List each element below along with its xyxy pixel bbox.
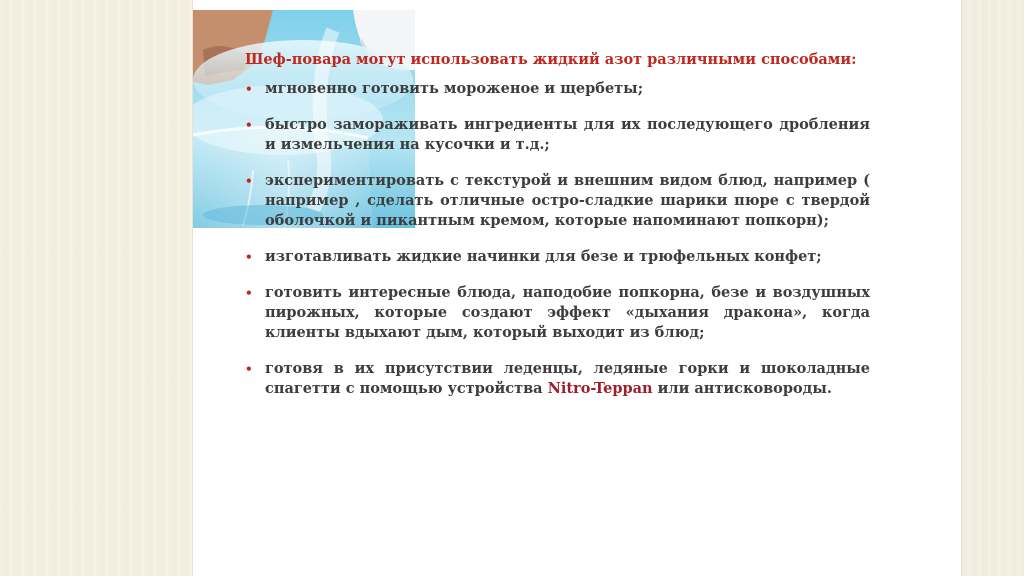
list-item bbox=[245, 79, 870, 99]
list-item-text: быстро замораживать ингредиенты для их последующего дробления и измельчения на кусочки и т.д.; bbox=[265, 116, 870, 153]
bullet-icon: • bbox=[245, 362, 253, 376]
list-item bbox=[245, 283, 870, 343]
background-texture-left bbox=[0, 0, 192, 576]
background-texture-right bbox=[960, 0, 1024, 576]
list-item-text: экспериментировать с текстурой и внешним видом блюд, например ( например , сделать отличные остро-сладкие шарики пюре с твердой оболочкой и пикантным кремом, которые напоминают попкорн); bbox=[265, 172, 870, 229]
list-item bbox=[245, 171, 870, 231]
bullet-icon: • bbox=[245, 82, 253, 96]
list-item-text: мгновенно готовить мороженое и щербеты; bbox=[265, 80, 644, 97]
bullet-list bbox=[245, 79, 870, 399]
list-item-text: готовить интересные блюда, наподобие попкорна, безе и воздушных пирожных, которые создают эффект «дыхания дракона», когда клиенты вдыхают дым, который выходит из блюд; bbox=[265, 284, 870, 341]
list-item-text-after: или антисковороды. bbox=[652, 380, 832, 397]
intro-text: Шеф-повара могут использовать жидкий азот различными способами: bbox=[245, 51, 857, 68]
list-item bbox=[245, 359, 870, 399]
slide bbox=[192, 0, 962, 576]
list-item-text-before: готовя в их присутствии леденцы, ледяные горки и шоколадные спагетти с помощью устройства bbox=[265, 360, 870, 397]
device-name-highlight: Nitro-Teppan bbox=[547, 380, 653, 397]
bullet-icon: • bbox=[245, 118, 253, 132]
list-item bbox=[245, 247, 870, 267]
list-item bbox=[245, 115, 870, 155]
bullet-icon: • bbox=[245, 286, 253, 300]
bullet-icon: • bbox=[245, 174, 253, 188]
list-item-text: изготавливать жидкие начинки для безе и трюфельных конфет; bbox=[265, 248, 822, 265]
slide-content bbox=[245, 50, 870, 415]
bullet-icon: • bbox=[245, 250, 253, 264]
